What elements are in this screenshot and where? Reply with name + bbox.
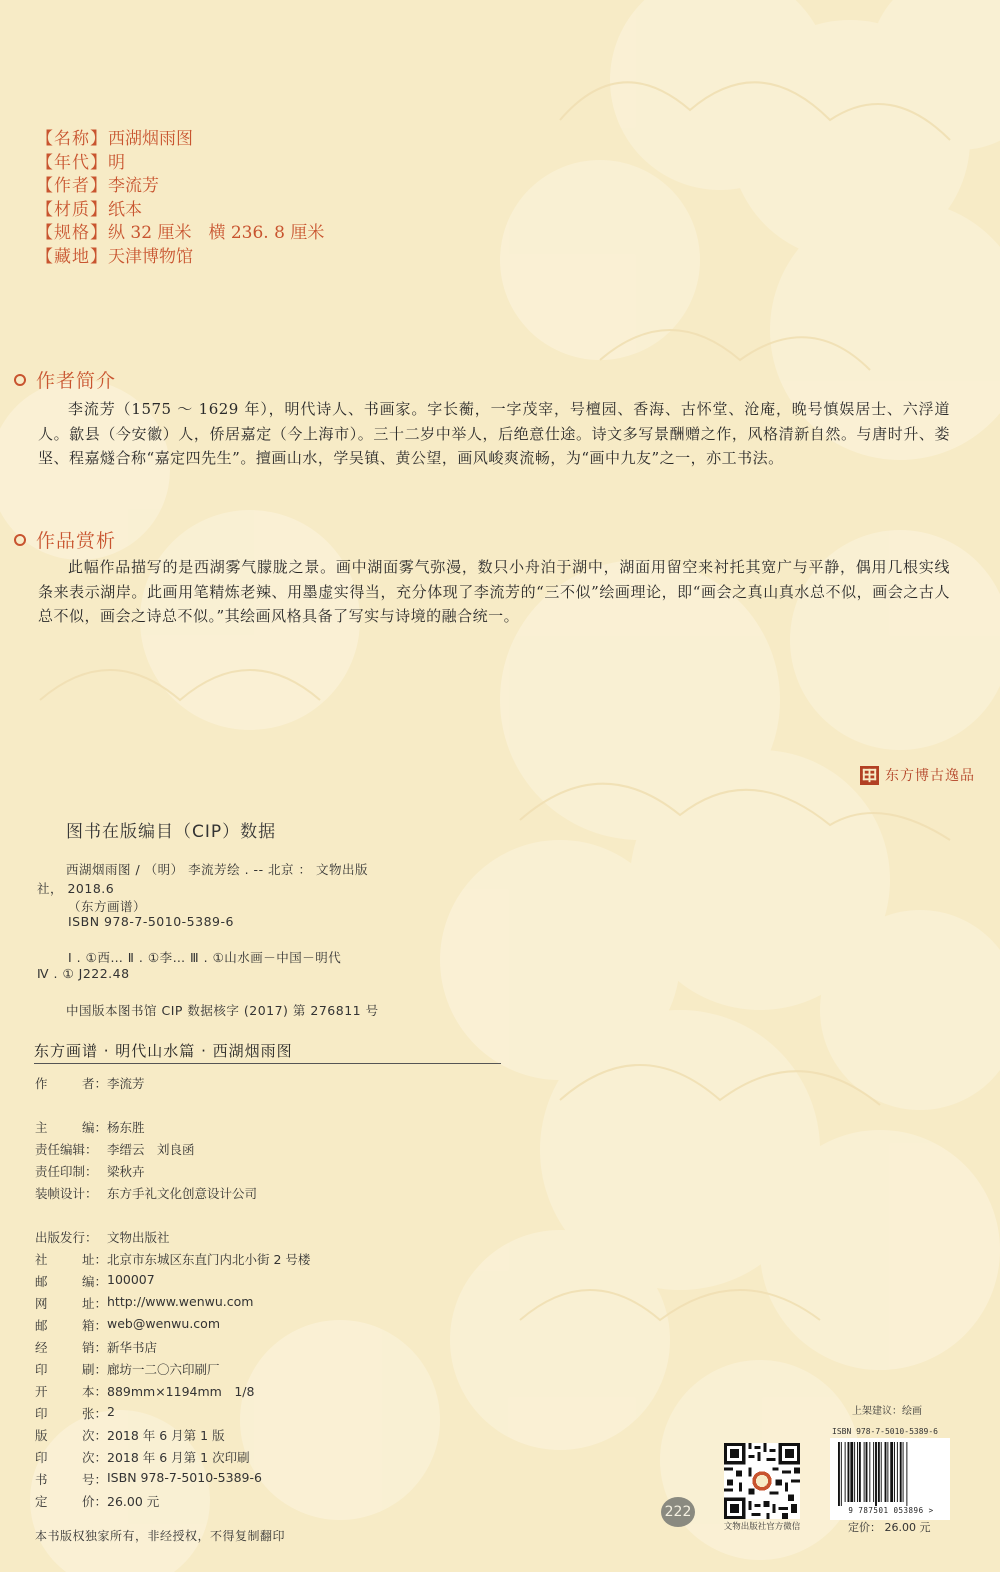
cip-line: 社， 2018.6 [37,881,115,896]
barcode-bar [906,1442,907,1506]
info-row: 书 号： ISBN 978-7-5010-5389-6 [35,1470,262,1487]
artwork-metadata [36,128,324,269]
barcode-bar [857,1442,858,1502]
barcode-bar [854,1442,855,1502]
barcode-bar [848,1442,850,1502]
info-row: 作 者： 李流芳 [35,1076,145,1091]
info-row: 经 销： 新华书店 [35,1340,158,1355]
barcode-bar [900,1442,902,1502]
barcode-icon [830,1438,950,1508]
barcode-isbn: ISBN 978-7-5010-5389-6 [832,1427,938,1436]
author-section-heading: 作者简介 [14,366,116,393]
author-bio-paragraph: 李流芳（1575 ～ 1629 年），明代诗人、书画家。字长蘅，一字茂宰，号檀园、香海、古怀堂、沧庵，晚号慎娱居士、六浮道人。歙县（今安徽）人，侨居嘉定（今上海市）。三十二岁中举人，后绝意仕途。诗文多写景酬赠之作，风格清新自然。与唐时升、娄坚、程嘉燧合称“嘉定四先生”。擅画山水，学吴镇、黄公望，画风峻爽流畅，为“画中九友”之一，亦工书法。 [38,400,950,467]
meta-row-size: 【规格】纵 32 厘米 横 236. 8 厘米 [36,223,325,243]
series-title: 东方画谱 · 明代山水篇 · 西湖烟雨图 [34,1042,293,1060]
info-row: 邮 箱： web@wenwu.com [35,1316,221,1333]
barcode-bar [850,1442,853,1502]
meta-row-name: 【名称】西湖烟雨图 [36,129,193,149]
info-row: 出版发行： 文物出版社 [35,1230,170,1245]
barcode-bar [875,1442,877,1506]
barcode-bar [866,1442,868,1502]
appreciation-section-heading: 作品赏析 [14,526,116,553]
info-row: 开 本： 889mm×1194mm 1/8 [35,1384,255,1399]
qr-caption: 文物出版社官方微信 [723,1522,801,1532]
barcode-bar [894,1442,895,1502]
barcode-bar [881,1442,882,1502]
barcode-bar [845,1442,846,1502]
barcode-bar [864,1442,865,1502]
cip-title: 图书在版编目（CIP）数据 [66,822,277,842]
meta-row-era: 【年代】明 [36,152,125,173]
info-row: 社 址： 北京市东城区东直门内北小街 2 号楼 [35,1252,311,1267]
meta-row-material: 【材质】纸本 [36,199,142,220]
info-row: 责任编辑： 李缙云 刘良函 [35,1142,195,1157]
info-row: 装帧设计： 东方手礼文化创意设计公司 [35,1186,258,1201]
barcode-bar [878,1442,880,1502]
barcode-bar [841,1442,842,1506]
cip-line: （东方画谱） [68,899,147,914]
cip-line: Ⅳ . ① J222.48 [37,966,130,981]
barcode-digits: 9 787501 053896 > [832,1506,950,1515]
cip-line: ISBN 978-7-5010-5389-6 [68,914,234,929]
info-row: 责任印制： 梁秋卉 [35,1164,145,1179]
barcode-bar [890,1442,893,1502]
page-number: 222 [661,1497,695,1527]
info-row: 网 址： http://www.wenwu.com [35,1294,254,1311]
cip-line: 西湖烟雨图 / （明） 李流芳绘 . -- 北京 ： 文物出版 [66,862,368,877]
circle-bullet-icon [14,374,26,386]
appreciation-paragraph: 此幅作品描写的是西湖雾气朦胧之景。画中湖面雾气弥漫，数只小舟泊于湖中，湖面用留空来衬托其宽广与平静，偶用几根实线条来表示湖岸。此画用笔精炼老辣、用墨虚实得当，充分体现了李流芳的“三不似”绘画理论，即“画会之真山真水总不似，画会之古人总不似，画会之诗总不似。”其绘画风格具备了写实与诗境的融合统一。 [38,558,950,625]
barcode-bar [903,1442,904,1502]
info-row: 版 次： 2018 年 6 月第 1 版 [35,1428,225,1443]
barcode-bar [869,1442,870,1502]
info-row: 印 次： 2018 年 6 月第 1 次印刷 [35,1450,250,1465]
info-row: 主 编： 杨东胜 [35,1120,145,1135]
info-row: 印 刷： 廊坊一二〇六印刷厂 [35,1362,220,1377]
shelf-suggestion: 上架建议：绘画 [852,1406,922,1417]
brand-seal-icon [860,766,879,785]
meta-row-collection: 【藏地】天津博物馆 [36,246,193,267]
barcode-bar [873,1442,874,1502]
barcode-bar [885,1442,887,1502]
qr-code-icon [724,1443,800,1519]
price-label: 定价： 26.00 元 [848,1521,931,1534]
meta-row-author: 【作者】李流芳 [36,176,159,196]
barcode-bar [859,1442,861,1502]
barcode-bar [897,1442,898,1502]
info-row: 邮 编： 100007 [35,1272,155,1289]
publisher-brand: 东方博古逸品 [860,765,975,785]
info-row: 印 张： 2 [35,1404,115,1421]
circle-bullet-icon [14,534,26,546]
copyright-notice: 本书版权独家所有，非经授权，不得复制翻印 [35,1529,286,1543]
cip-line: Ⅰ . ①西… Ⅱ . ①李… Ⅲ . ①山水画－中国－明代 [68,950,342,965]
info-row: 定 价： 26.00 元 [35,1494,160,1509]
barcode-bar [838,1442,840,1506]
cip-line: 中国版本图书馆 CIP 数据核字 (2017) 第 276811 号 [66,1003,379,1018]
divider [34,1063,501,1064]
barcode-bar [887,1442,888,1502]
